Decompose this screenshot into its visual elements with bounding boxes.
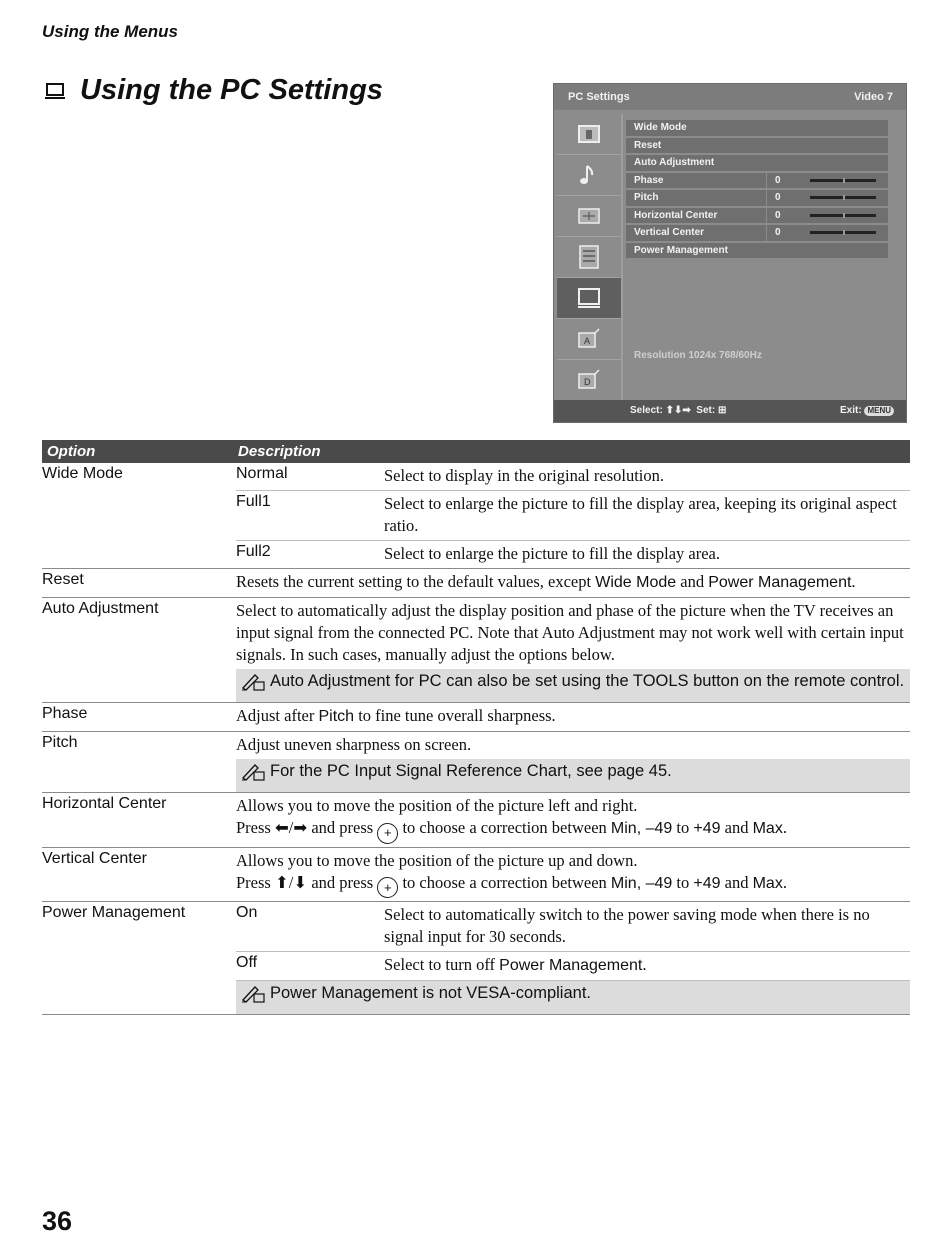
sub-description: Select to enlarge the picture to fill the display area. xyxy=(384,544,720,563)
osd-tab-picture xyxy=(557,114,621,155)
osd-select-hint xyxy=(630,405,726,416)
osd-item-label: Vertical Center xyxy=(634,227,705,239)
option-label: Vertical Center xyxy=(42,849,147,867)
option-description: Allows you to move the position of the picture left and right. Press ⬅/➡ and press + to choose a correction between Min, –49 to +49 and Max. xyxy=(236,793,910,847)
options-table xyxy=(42,440,910,1015)
osd-item-value: 0 xyxy=(766,225,796,241)
osd-exit-label: Exit: xyxy=(839,405,862,416)
osd-item-label: Phase xyxy=(634,174,664,186)
table-row-wide-mode xyxy=(42,463,910,569)
note-pen-icon xyxy=(240,984,266,1004)
sub-description: Select to turn off Power Management. xyxy=(384,955,647,974)
sub-option: Full1 xyxy=(236,493,271,510)
osd-tab-screen xyxy=(557,196,621,237)
osd-tab-digital xyxy=(557,360,621,401)
osd-menu-item xyxy=(626,208,888,224)
table-row-pitch xyxy=(42,732,910,793)
col-option: Option xyxy=(47,443,96,460)
sub-option: Off xyxy=(236,954,258,971)
osd-resolution: Resolution 1024x 768/60Hz xyxy=(634,350,762,361)
running-head: Using the Menus xyxy=(42,22,179,41)
osd-level-bar xyxy=(810,214,876,217)
osd-item-value: 0 xyxy=(766,208,796,224)
menu-key-icon: MENU xyxy=(864,406,894,416)
option-description: Adjust uneven sharpness on screen. xyxy=(236,735,472,754)
option-label: Horizontal Center xyxy=(42,795,167,812)
osd-level-bar xyxy=(810,179,876,182)
analog-channel-icon xyxy=(575,325,603,353)
osd-tab-pc xyxy=(557,278,621,319)
table-header xyxy=(42,440,910,463)
table-row-vertical-center xyxy=(42,848,910,903)
enter-button-icon: + xyxy=(377,823,398,844)
osd-menu-item xyxy=(626,120,888,136)
osd-title: PC Settings xyxy=(568,91,630,103)
arrow-keys-icon: ⬆⬇➡ xyxy=(665,405,691,416)
note-box: Auto Adjustment for PC can also be set using the TOOLS button on the remote control. xyxy=(236,669,910,702)
option-description: Resets the current setting to the default values, except Wide Mode and Power Management. xyxy=(236,572,856,591)
sub-option: Normal xyxy=(236,465,288,482)
note-box: Power Management is not VESA-compliant. xyxy=(236,981,910,1014)
osd-item-value: 0 xyxy=(766,173,796,189)
sub-description: Select to enlarge the picture to fill the display area, keeping its original aspect ratio. xyxy=(384,494,897,535)
option-description: Select to automatically adjust the display position and phase of the picture when the TV receives an input signal from the connected PC. Note that Auto Adjustment may not work well with certain input signals. In such cases, manually adjust the options below. xyxy=(236,601,904,664)
option-description: Adjust after Pitch to fine tune overall sharpness. xyxy=(236,706,556,725)
osd-set-label: Set: xyxy=(696,405,716,416)
option-label: Power Management xyxy=(42,904,186,921)
osd-header xyxy=(554,84,906,110)
osd-item-label: Horizontal Center xyxy=(634,209,718,221)
set-key-icon: ⊞ xyxy=(717,405,727,416)
title-block xyxy=(44,74,383,107)
osd-footer xyxy=(554,400,906,422)
osd-input-label: Video 7 xyxy=(854,91,893,103)
osd-screenshot xyxy=(553,83,907,423)
sub-description: Select to display in the original resolution. xyxy=(384,466,664,485)
up-down-arrows-icon: ⬆/⬇ xyxy=(274,872,308,892)
option-label: Auto Adjustment xyxy=(42,600,159,617)
osd-item-label: Pitch xyxy=(634,192,659,204)
table-row-horizontal-center xyxy=(42,793,910,848)
osd-menu-item xyxy=(626,138,888,154)
option-label: Wide Mode xyxy=(42,465,123,482)
table-row-phase xyxy=(42,703,910,732)
osd-select-label: Select: xyxy=(630,405,663,416)
table-row-power-management xyxy=(42,902,910,1015)
osd-item-value: 0 xyxy=(766,190,796,206)
page-title: Using the PC Settings xyxy=(80,74,383,106)
table-row-auto-adjustment xyxy=(42,598,910,703)
pc-icon xyxy=(44,80,66,102)
option-description: Allows you to move the position of the picture up and down. Press ⬆/⬇ and press + to choose a correction between Min, –49 to +49 and Max. xyxy=(236,848,910,902)
osd-level-bar xyxy=(810,196,876,199)
left-right-arrows-icon: ⬅/➡ xyxy=(274,818,308,837)
osd-side-tabs xyxy=(557,114,623,401)
page-number: 36 xyxy=(42,1206,73,1236)
osd-tab-sound xyxy=(557,155,621,196)
osd-menu-item xyxy=(626,243,888,259)
sub-description: Select to automatically switch to the power saving mode when there is no signal input for 30 seconds. xyxy=(384,905,870,946)
osd-item-label: Wide Mode xyxy=(634,122,687,134)
sub-option: On xyxy=(236,904,258,921)
sub-option: Full2 xyxy=(236,543,271,560)
sound-icon xyxy=(575,161,603,189)
osd-menu-item xyxy=(626,155,888,171)
osd-item-label: Power Management xyxy=(634,244,728,256)
svg-text:D: D xyxy=(584,377,591,387)
osd-menu-list xyxy=(626,120,888,260)
osd-item-label: Auto Adjustment xyxy=(634,157,715,169)
option-label: Pitch xyxy=(42,734,78,751)
screen-icon xyxy=(575,202,603,230)
setup-icon xyxy=(575,243,603,271)
osd-level-bar xyxy=(810,231,876,234)
enter-button-icon: + xyxy=(377,877,398,898)
picture-icon xyxy=(575,120,603,148)
pc-icon xyxy=(575,284,603,312)
note-pen-icon xyxy=(240,672,266,692)
note-pen-icon xyxy=(240,762,266,782)
osd-menu-item xyxy=(626,225,888,241)
osd-item-label: Reset xyxy=(634,139,662,151)
option-label: Reset xyxy=(42,571,84,588)
osd-exit-hint xyxy=(840,405,894,416)
table-row-reset xyxy=(42,569,910,598)
note-box: For the PC Input Signal Reference Chart, see page 45. xyxy=(236,759,910,792)
svg-text:A: A xyxy=(584,336,591,346)
option-label: Phase xyxy=(42,705,88,722)
col-description: Description xyxy=(238,443,321,460)
osd-tab-analog xyxy=(557,319,621,360)
digital-channel-icon xyxy=(575,366,603,394)
osd-menu-item xyxy=(626,190,888,206)
osd-menu-item xyxy=(626,173,888,189)
osd-tab-setup xyxy=(557,237,621,278)
